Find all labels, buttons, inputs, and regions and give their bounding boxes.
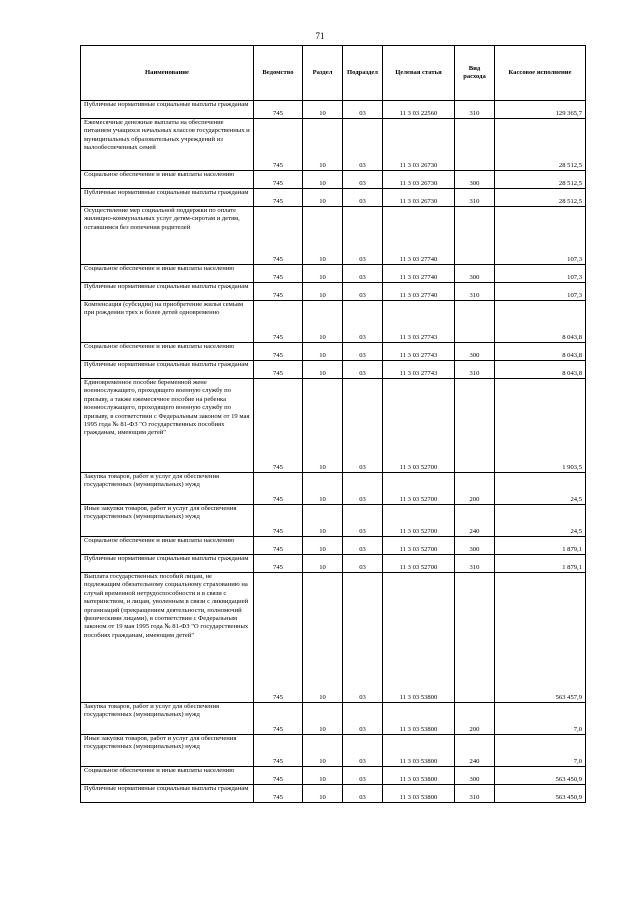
row-target-article-cell: 11 3 03 27740	[383, 207, 455, 265]
table-row	[81, 343, 586, 361]
row-expense-type-cell: 200	[455, 473, 495, 505]
row-department-cell: 745	[254, 785, 303, 803]
row-name-cell: Закупка товаров, работ и услуг для обеспечения государственных (муниципальных) нужд	[81, 703, 254, 735]
row-expense-type-cell	[455, 573, 495, 703]
row-expense-type-cell	[455, 379, 495, 473]
row-name-cell: Социальное обеспечение и иные выплаты населению	[81, 343, 254, 361]
row-expense-type-cell: 300	[455, 343, 495, 361]
row-department-cell: 745	[254, 473, 303, 505]
row-section-cell: 10	[303, 265, 343, 283]
table-row	[81, 283, 586, 301]
row-subsection-cell: 03	[343, 505, 383, 537]
row-subsection-cell: 03	[343, 283, 383, 301]
row-amount-cell: 7,0	[495, 735, 586, 767]
row-subsection-cell: 03	[343, 473, 383, 505]
row-name-cell: Социальное обеспечение и иные выплаты населению	[81, 171, 254, 189]
row-section-cell: 10	[303, 473, 343, 505]
row-section-cell: 10	[303, 573, 343, 703]
row-subsection-cell: 03	[343, 785, 383, 803]
row-name-cell: Публичные нормативные социальные выплаты гражданам	[81, 283, 254, 301]
row-section-cell: 10	[303, 207, 343, 265]
row-subsection-cell: 03	[343, 343, 383, 361]
row-section-cell: 10	[303, 379, 343, 473]
column-header-subsection: Подраздел	[343, 46, 383, 101]
row-subsection-cell: 03	[343, 767, 383, 785]
row-expense-type-cell: 300	[455, 767, 495, 785]
row-target-article-cell: 11 3 03 53800	[383, 573, 455, 703]
row-target-article-cell: 11 3 03 27740	[383, 265, 455, 283]
row-section-cell: 10	[303, 735, 343, 767]
row-name-cell: Социальное обеспечение и иные выплаты населению	[81, 265, 254, 283]
row-name-cell: Публичные нормативные социальные выплаты гражданам	[81, 785, 254, 803]
row-department-cell: 745	[254, 265, 303, 283]
row-section-cell: 10	[303, 343, 343, 361]
column-header-cash-execution: Кассовое исполнение	[495, 46, 586, 101]
table-row	[81, 785, 586, 803]
row-department-cell: 745	[254, 301, 303, 343]
row-expense-type-cell: 310	[455, 101, 495, 119]
row-expense-type-cell: 240	[455, 735, 495, 767]
row-name-cell: Публичные нормативные социальные выплаты гражданам	[81, 101, 254, 119]
row-name-cell: Социальное обеспечение и иные выплаты населению	[81, 537, 254, 555]
row-department-cell: 745	[254, 101, 303, 119]
row-target-article-cell: 11 3 03 27740	[383, 283, 455, 301]
row-section-cell: 10	[303, 101, 343, 119]
row-department-cell: 745	[254, 189, 303, 207]
row-section-cell: 10	[303, 703, 343, 735]
row-amount-cell: 1 879,1	[495, 537, 586, 555]
row-target-article-cell: 11 3 03 53800	[383, 785, 455, 803]
row-amount-cell: 24,5	[495, 473, 586, 505]
row-expense-type-cell	[455, 119, 495, 171]
row-subsection-cell: 03	[343, 119, 383, 171]
table-row	[81, 537, 586, 555]
row-target-article-cell: 11 3 03 26730	[383, 171, 455, 189]
row-expense-type-cell: 300	[455, 537, 495, 555]
row-subsection-cell: 03	[343, 207, 383, 265]
row-target-article-cell: 11 3 03 27743	[383, 343, 455, 361]
row-name-cell: Компенсация (субсидия) на приобретение жилья семьям при рождении трех и более детей одновременно	[81, 301, 254, 343]
column-header-expense-type: Вид расхода	[455, 46, 495, 101]
row-section-cell: 10	[303, 189, 343, 207]
row-department-cell: 745	[254, 379, 303, 473]
row-amount-cell: 1 903,5	[495, 379, 586, 473]
row-expense-type-cell: 300	[455, 265, 495, 283]
column-header-target-article: Целевая статья	[383, 46, 455, 101]
row-section-cell: 10	[303, 361, 343, 379]
row-expense-type-cell	[455, 207, 495, 265]
row-name-cell: Ежемесячные денежные выплаты на обеспечение питанием учащихся начальных классов государственных и муниципальных образовательных учреждений из малообеспеченных семей	[81, 119, 254, 171]
table-row	[81, 703, 586, 735]
row-section-cell: 10	[303, 119, 343, 171]
row-subsection-cell: 03	[343, 379, 383, 473]
row-subsection-cell: 03	[343, 573, 383, 703]
row-department-cell: 745	[254, 555, 303, 573]
row-section-cell: 10	[303, 301, 343, 343]
row-subsection-cell: 03	[343, 703, 383, 735]
row-amount-cell: 1 879,1	[495, 555, 586, 573]
row-amount-cell: 563 457,9	[495, 573, 586, 703]
row-section-cell: 10	[303, 283, 343, 301]
row-expense-type-cell	[455, 301, 495, 343]
table-row	[81, 101, 586, 119]
row-subsection-cell: 03	[343, 189, 383, 207]
table-row	[81, 505, 586, 537]
row-subsection-cell: 03	[343, 265, 383, 283]
table-row	[81, 767, 586, 785]
table-row	[81, 301, 586, 343]
table-row	[81, 265, 586, 283]
row-amount-cell: 8 043,8	[495, 301, 586, 343]
column-header-department: Ведомство	[254, 46, 303, 101]
row-target-article-cell: 11 3 03 26730	[383, 119, 455, 171]
row-name-cell: Иные закупки товаров, работ и услуг для обеспечения государственных (муниципальных) нужд	[81, 505, 254, 537]
row-section-cell: 10	[303, 505, 343, 537]
row-name-cell: Единовременное пособие беременной жене военнослужащего, проходящего военную службу по призыву, а также ежемесячное пособие на ребенка военнослужащего, проходящего военную службу по призыву, в соответствии с Федеральным законом от 19 мая 1995 года № 81-ФЗ "О государственных пособиях гражданам, имеющим детей"	[81, 379, 254, 473]
row-amount-cell: 563 450,9	[495, 767, 586, 785]
table-row	[81, 207, 586, 265]
row-target-article-cell: 11 3 03 52700	[383, 537, 455, 555]
row-subsection-cell: 03	[343, 537, 383, 555]
row-amount-cell: 28 512,5	[495, 119, 586, 171]
row-target-article-cell: 11 3 03 26730	[383, 189, 455, 207]
row-department-cell: 745	[254, 573, 303, 703]
table-row	[81, 361, 586, 379]
row-subsection-cell: 03	[343, 735, 383, 767]
row-section-cell: 10	[303, 537, 343, 555]
row-target-article-cell: 11 3 03 53800	[383, 703, 455, 735]
row-amount-cell: 28 512,5	[495, 171, 586, 189]
row-amount-cell: 129 365,7	[495, 101, 586, 119]
row-amount-cell: 107,3	[495, 207, 586, 265]
row-section-cell: 10	[303, 555, 343, 573]
row-department-cell: 745	[254, 283, 303, 301]
row-department-cell: 745	[254, 703, 303, 735]
table-row	[81, 119, 586, 171]
row-subsection-cell: 03	[343, 171, 383, 189]
row-department-cell: 745	[254, 207, 303, 265]
column-header-section: Раздел	[303, 46, 343, 101]
row-target-article-cell: 11 3 03 22560	[383, 101, 455, 119]
row-subsection-cell: 03	[343, 101, 383, 119]
row-expense-type-cell: 300	[455, 171, 495, 189]
row-department-cell: 745	[254, 537, 303, 555]
row-expense-type-cell: 200	[455, 703, 495, 735]
row-amount-cell: 107,3	[495, 283, 586, 301]
row-target-article-cell: 11 3 03 52700	[383, 555, 455, 573]
row-department-cell: 745	[254, 343, 303, 361]
row-expense-type-cell: 240	[455, 505, 495, 537]
row-section-cell: 10	[303, 785, 343, 803]
row-target-article-cell: 11 3 03 52700	[383, 505, 455, 537]
row-amount-cell: 7,0	[495, 703, 586, 735]
row-name-cell: Иные закупки товаров, работ и услуг для обеспечения государственных (муниципальных) нужд	[81, 735, 254, 767]
row-expense-type-cell: 310	[455, 785, 495, 803]
row-department-cell: 745	[254, 361, 303, 379]
row-department-cell: 745	[254, 505, 303, 537]
table-row	[81, 573, 586, 703]
row-expense-type-cell: 310	[455, 283, 495, 301]
table-row	[81, 555, 586, 573]
row-target-article-cell: 11 3 03 53800	[383, 767, 455, 785]
row-target-article-cell: 11 3 03 27743	[383, 301, 455, 343]
row-amount-cell: 8 043,8	[495, 361, 586, 379]
row-department-cell: 745	[254, 767, 303, 785]
table-row	[81, 379, 586, 473]
row-expense-type-cell: 310	[455, 189, 495, 207]
table-row	[81, 473, 586, 505]
row-section-cell: 10	[303, 767, 343, 785]
table-row	[81, 735, 586, 767]
row-name-cell: Осуществление мер социальной поддержки по оплате жилищно-коммунальных услуг детям-сиротам и детям, оставшимся без попечения родителей	[81, 207, 254, 265]
row-name-cell: Публичные нормативные социальные выплаты гражданам	[81, 361, 254, 379]
table-header-row	[81, 46, 586, 101]
row-name-cell: Выплата государственных пособий лицам, не подлежащим обязательному социальному страхованию на случай временной нетрудоспособности и в связи с материнством, и лицам, уволенным в связи с ликвидацией организаций (прекращением деятельности, полномочий физическими лицами), в соответствии с Федеральным законом от 19 мая 1995 года № 81-ФЗ "О государственных пособиях гражданам, имеющим детей"	[81, 573, 254, 703]
row-name-cell: Закупка товаров, работ и услуг для обеспечения государственных (муниципальных) нужд	[81, 473, 254, 505]
row-department-cell: 745	[254, 735, 303, 767]
row-section-cell: 10	[303, 171, 343, 189]
row-subsection-cell: 03	[343, 361, 383, 379]
row-name-cell: Публичные нормативные социальные выплаты гражданам	[81, 555, 254, 573]
column-header-name: Наименование	[81, 46, 254, 101]
row-target-article-cell: 11 3 03 52700	[383, 473, 455, 505]
row-expense-type-cell: 310	[455, 361, 495, 379]
row-target-article-cell: 11 3 03 27743	[383, 361, 455, 379]
table-row	[81, 171, 586, 189]
row-name-cell: Публичные нормативные социальные выплаты гражданам	[81, 189, 254, 207]
row-amount-cell: 563 450,9	[495, 785, 586, 803]
row-amount-cell: 24,5	[495, 505, 586, 537]
table-row	[81, 189, 586, 207]
row-expense-type-cell: 310	[455, 555, 495, 573]
row-amount-cell: 8 043,8	[495, 343, 586, 361]
row-department-cell: 745	[254, 119, 303, 171]
row-department-cell: 745	[254, 171, 303, 189]
row-subsection-cell: 03	[343, 301, 383, 343]
row-target-article-cell: 11 3 03 52700	[383, 379, 455, 473]
page-number: 71	[315, 31, 325, 41]
row-subsection-cell: 03	[343, 555, 383, 573]
row-amount-cell: 107,3	[495, 265, 586, 283]
row-target-article-cell: 11 3 03 53800	[383, 735, 455, 767]
row-name-cell: Социальное обеспечение и иные выплаты населению	[81, 767, 254, 785]
budget-table	[80, 45, 586, 803]
row-amount-cell: 28 512,5	[495, 189, 586, 207]
